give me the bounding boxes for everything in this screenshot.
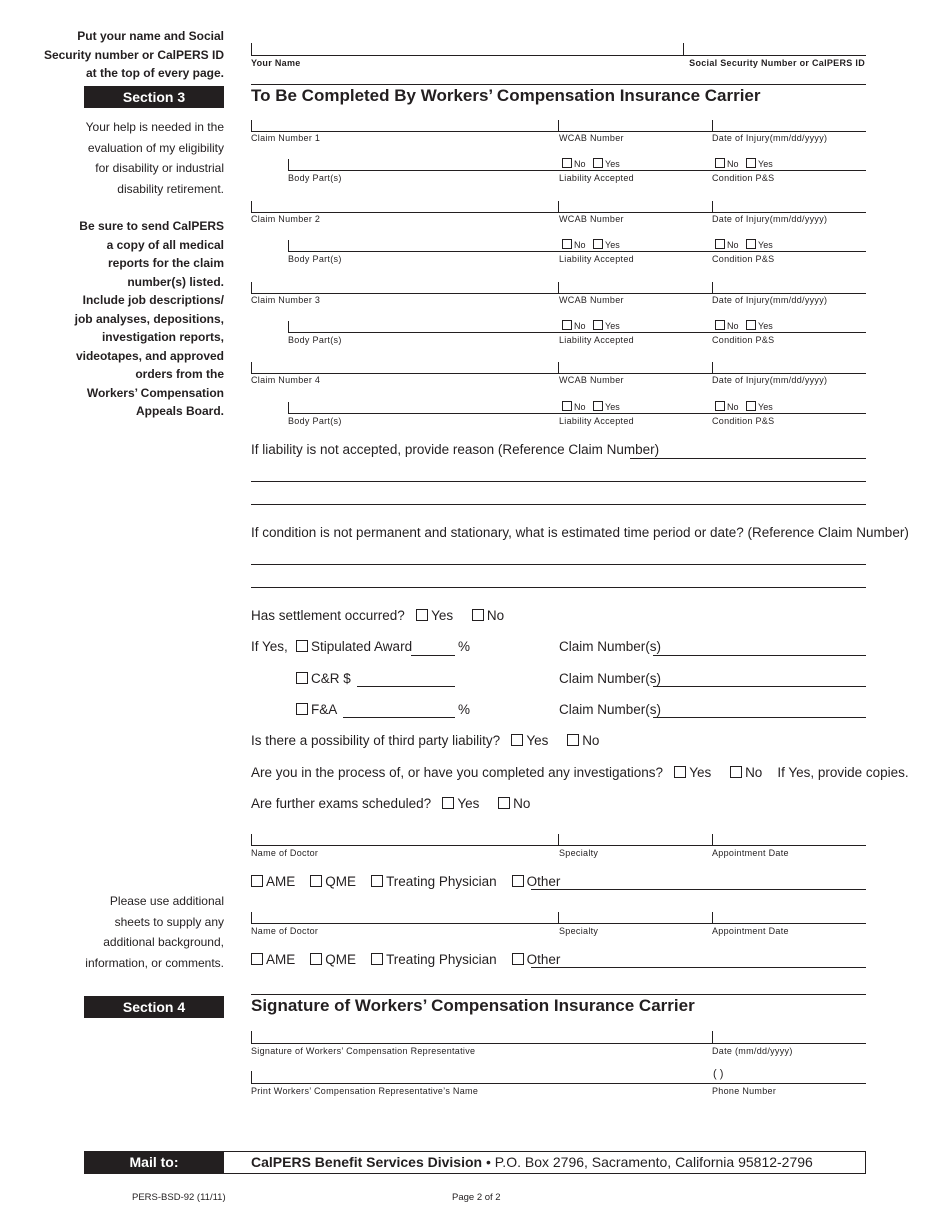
claim-number-line[interactable] (251, 293, 866, 294)
liability-checkboxes (562, 320, 620, 331)
form-id: PERS-BSD-92 (11/11) (132, 1192, 226, 1203)
treating-physician-checkbox[interactable] (371, 953, 383, 965)
investigations-no-checkbox[interactable] (730, 766, 742, 778)
doi-label: Date of Injury(mm/dd/yyyy) (712, 295, 828, 305)
yes-text: Yes (605, 402, 620, 412)
condition-answer-line[interactable] (251, 587, 866, 588)
appointment-date-label: Appointment Date (712, 848, 789, 858)
yes-text: Yes (605, 321, 620, 331)
other-checkbox[interactable] (512, 875, 524, 887)
third-party-yes-checkbox[interactable] (511, 734, 523, 746)
field-tick (251, 1031, 252, 1043)
fa-text: F&A (311, 702, 338, 717)
other-specify-line[interactable] (531, 889, 866, 890)
condition-label: Condition P&S (712, 254, 775, 264)
body-part-label: Body Part(s) (288, 335, 342, 345)
condition-no-checkbox[interactable] (715, 239, 725, 249)
claim-numbers-label: Claim Number(s) (559, 639, 662, 654)
wcab-label: WCAB Number (559, 375, 624, 385)
claim-numbers-line[interactable] (653, 717, 866, 718)
other-text: Other (526, 952, 561, 967)
exam-type-row (251, 952, 560, 967)
liability-reason-line[interactable] (251, 481, 866, 482)
signature-label: Signature of Workers’ Compensation Representative (251, 1046, 476, 1056)
your-name-label: Your Name (251, 58, 301, 68)
no-text: No (574, 159, 586, 169)
print-name-label: Print Workers’ Compensation Representative’s Name (251, 1086, 479, 1096)
condition-no-checkbox[interactable] (715, 401, 725, 411)
percent-sign: % (458, 702, 471, 717)
yes-text: Yes (526, 733, 549, 748)
condition-label: Condition P&S (712, 173, 775, 183)
cr-option (296, 671, 351, 686)
qme-text: QME (325, 952, 357, 967)
liability-label: Liability Accepted (559, 416, 634, 426)
no-text: No (727, 321, 739, 331)
specialty-label: Specialty (559, 848, 599, 858)
qme-checkbox[interactable] (310, 953, 322, 965)
send-note: Be sure to send CalPERS a copy of all medical reports for the claim number(s) listed. Include job descriptions/ job analyses, depositions, investigation reports, videotapes, and approved orders from the Workers’ Compensation Appeals Board. (74, 219, 224, 418)
liability-label: Liability Accepted (559, 335, 634, 345)
claim-numbers-line[interactable] (653, 686, 866, 687)
exams-yes-checkbox[interactable] (442, 797, 454, 809)
no-text: No (574, 240, 586, 250)
liability-no-checkbox[interactable] (562, 158, 572, 168)
percent-sign: % (458, 639, 471, 654)
claim-numbers-label: Claim Number(s) (559, 702, 662, 717)
liability-yes-checkbox[interactable] (593, 320, 603, 330)
yes-text: Yes (431, 608, 454, 623)
liability-label: Liability Accepted (559, 173, 634, 183)
appointment-date-label: Appointment Date (712, 926, 789, 936)
additional-note: Please use additional sheets to supply any additional background, information, or comments. (85, 894, 224, 970)
condition-checkboxes (715, 239, 773, 250)
cr-text: C&R $ (311, 671, 351, 686)
section4-title: Signature of Workers’ Compensation Insurance Carrier (251, 996, 695, 1015)
liability-no-checkbox[interactable] (562, 320, 572, 330)
claim-number-label: Claim Number 3 (251, 295, 321, 305)
yes-text: Yes (758, 159, 773, 169)
liability-reason-line[interactable] (251, 504, 866, 505)
settlement-row (251, 608, 504, 623)
liability-reason-question: If liability is not accepted, provide reason (Reference Claim Number) (251, 442, 660, 457)
doctor-name-line[interactable] (251, 923, 866, 924)
stipulated-percent-line[interactable] (411, 655, 455, 656)
division-name: CalPERS Benefit Services Division (251, 1154, 483, 1170)
claim-number-label: Claim Number 2 (251, 214, 321, 224)
condition-checkboxes (715, 401, 773, 412)
fa-option (296, 702, 337, 717)
no-text: No (574, 402, 586, 412)
cr-amount-line[interactable] (357, 686, 455, 687)
condition-answer-line[interactable] (251, 564, 866, 565)
liability-yes-checkbox[interactable] (593, 401, 603, 411)
liability-checkboxes (562, 239, 620, 250)
doi-label: Date of Injury(mm/dd/yyyy) (712, 375, 828, 385)
other-text: Other (526, 874, 561, 889)
doctor-name-label: Name of Doctor (251, 926, 319, 936)
wcab-label: WCAB Number (559, 214, 624, 224)
name-field-tick (251, 43, 252, 55)
settlement-yes-checkbox[interactable] (416, 609, 428, 621)
treating-text: Treating Physician (386, 952, 497, 967)
doi-label: Date of Injury(mm/dd/yyyy) (712, 133, 828, 143)
condition-yes-checkbox[interactable] (746, 158, 756, 168)
exams-row (251, 796, 530, 811)
qme-checkbox[interactable] (310, 875, 322, 887)
doctor-name-line[interactable] (251, 845, 866, 846)
no-text: No (727, 402, 739, 412)
fa-checkbox[interactable] (296, 703, 308, 715)
fa-percent-line[interactable] (343, 717, 455, 718)
body-part-line[interactable] (288, 170, 866, 171)
ame-checkbox[interactable] (251, 875, 263, 887)
exams-question: Are further exams scheduled? (251, 796, 432, 811)
liability-label: Liability Accepted (559, 254, 634, 264)
body-part-line[interactable] (288, 413, 866, 414)
liability-checkboxes (562, 158, 620, 169)
liability-yes-checkbox[interactable] (593, 158, 603, 168)
yes-text: Yes (689, 765, 712, 780)
phone-parens: ( ) (713, 1068, 724, 1080)
no-text: No (486, 608, 505, 623)
po-box-address: • P.O. Box 2796, Sacramento, California 95812-2796 (482, 1154, 813, 1170)
liability-yes-checkbox[interactable] (593, 239, 603, 249)
liability-no-checkbox[interactable] (562, 401, 572, 411)
settlement-question: Has settlement occurred? (251, 608, 405, 623)
other-specify-line[interactable] (531, 967, 866, 968)
doi-label: Date of Injury(mm/dd/yyyy) (712, 214, 828, 224)
claim-number-line[interactable] (251, 212, 866, 213)
ame-text: AME (266, 874, 296, 889)
yes-text: Yes (758, 402, 773, 412)
ame-text: AME (266, 952, 296, 967)
settlement-no-checkbox[interactable] (472, 609, 484, 621)
liability-reason-line[interactable] (630, 458, 866, 459)
condition-label: Condition P&S (712, 335, 775, 345)
yes-text: Yes (457, 796, 480, 811)
yes-text: Yes (605, 159, 620, 169)
no-text: No (727, 240, 739, 250)
condition-yes-checkbox[interactable] (746, 401, 756, 411)
condition-no-checkbox[interactable] (715, 320, 725, 330)
qme-text: QME (325, 874, 357, 889)
help-note: Your help is needed in the evaluation of my eligibility for disability or industrial disability retirement. (85, 120, 224, 196)
body-part-line[interactable] (288, 332, 866, 333)
section3-top-rule (251, 84, 866, 85)
third-party-row (251, 733, 599, 748)
section3-bar: Section 3 (84, 86, 224, 108)
no-text: No (745, 765, 763, 780)
if-yes-label: If Yes, (251, 639, 288, 654)
investigations-row (251, 765, 909, 780)
condition-checkboxes (715, 158, 773, 169)
body-part-label: Body Part(s) (288, 173, 342, 183)
yes-text: Yes (605, 240, 620, 250)
provide-copies-text: If Yes, provide copies. (777, 765, 909, 780)
field-tick (251, 1071, 252, 1083)
other-checkbox[interactable] (512, 953, 524, 965)
stipulated-award-option (296, 639, 412, 654)
body-part-label: Body Part(s) (288, 254, 342, 264)
body-part-line[interactable] (288, 251, 866, 252)
ssn-label: Social Security Number or CalPERS ID (689, 58, 865, 68)
exams-no-checkbox[interactable] (498, 797, 510, 809)
investigations-yes-checkbox[interactable] (674, 766, 686, 778)
signature-line[interactable] (251, 1043, 866, 1044)
claim-numbers-line[interactable] (653, 655, 866, 656)
liability-no-checkbox[interactable] (562, 239, 572, 249)
doctor-name-label: Name of Doctor (251, 848, 319, 858)
body-part-label: Body Part(s) (288, 416, 342, 426)
no-text: No (582, 733, 600, 748)
claim-number-label: Claim Number 1 (251, 133, 321, 143)
condition-checkboxes (715, 320, 773, 331)
claim-number-line[interactable] (251, 373, 866, 374)
wcab-label: WCAB Number (559, 133, 624, 143)
treating-physician-checkbox[interactable] (371, 875, 383, 887)
phone-label: Phone Number (712, 1086, 777, 1096)
stipulated-award-text: Stipulated Award (311, 639, 413, 654)
claim-number-label: Claim Number 4 (251, 375, 321, 385)
condition-no-checkbox[interactable] (715, 158, 725, 168)
ame-checkbox[interactable] (251, 953, 263, 965)
third-party-no-checkbox[interactable] (567, 734, 579, 746)
no-text: No (574, 321, 586, 331)
wcab-label: WCAB Number (559, 295, 624, 305)
mail-to-bar: Mail to: (84, 1151, 224, 1174)
page-number: Page 2 of 2 (452, 1192, 501, 1203)
claim-number-line[interactable] (251, 131, 866, 132)
claim-numbers-label: Claim Number(s) (559, 671, 662, 686)
mail-address (251, 1154, 813, 1170)
section4-top-rule (251, 994, 866, 995)
investigations-question: Are you in the process of, or have you completed any investigations? (251, 765, 663, 780)
cr-checkbox[interactable] (296, 672, 308, 684)
ssn-field-tick (683, 43, 684, 55)
name-field-line[interactable] (251, 55, 866, 56)
top-note: Put your name and Social Security number or CalPERS ID at the top of every page. (43, 29, 224, 80)
condition-label: Condition P&S (712, 416, 775, 426)
condition-yes-checkbox[interactable] (746, 239, 756, 249)
stipulated-award-checkbox[interactable] (296, 640, 308, 652)
section4-bar: Section 4 (84, 996, 224, 1018)
section3-title: To Be Completed By Workers’ Compensation Insurance Carrier (251, 86, 761, 105)
yes-text: Yes (758, 240, 773, 250)
condition-yes-checkbox[interactable] (746, 320, 756, 330)
liability-checkboxes (562, 401, 620, 412)
treating-text: Treating Physician (386, 874, 497, 889)
no-text: No (513, 796, 531, 811)
field-tick (712, 1031, 713, 1043)
no-text: No (727, 159, 739, 169)
condition-question: If condition is not permanent and stationary, what is estimated time period or date? (Reference Claim Number) (251, 525, 909, 540)
date-label: Date (mm/dd/yyyy) (712, 1046, 793, 1056)
yes-text: Yes (758, 321, 773, 331)
third-party-question: Is there a possibility of third party liability? (251, 733, 501, 748)
print-name-line[interactable] (251, 1083, 866, 1084)
specialty-label: Specialty (559, 926, 599, 936)
exam-type-row (251, 874, 560, 889)
